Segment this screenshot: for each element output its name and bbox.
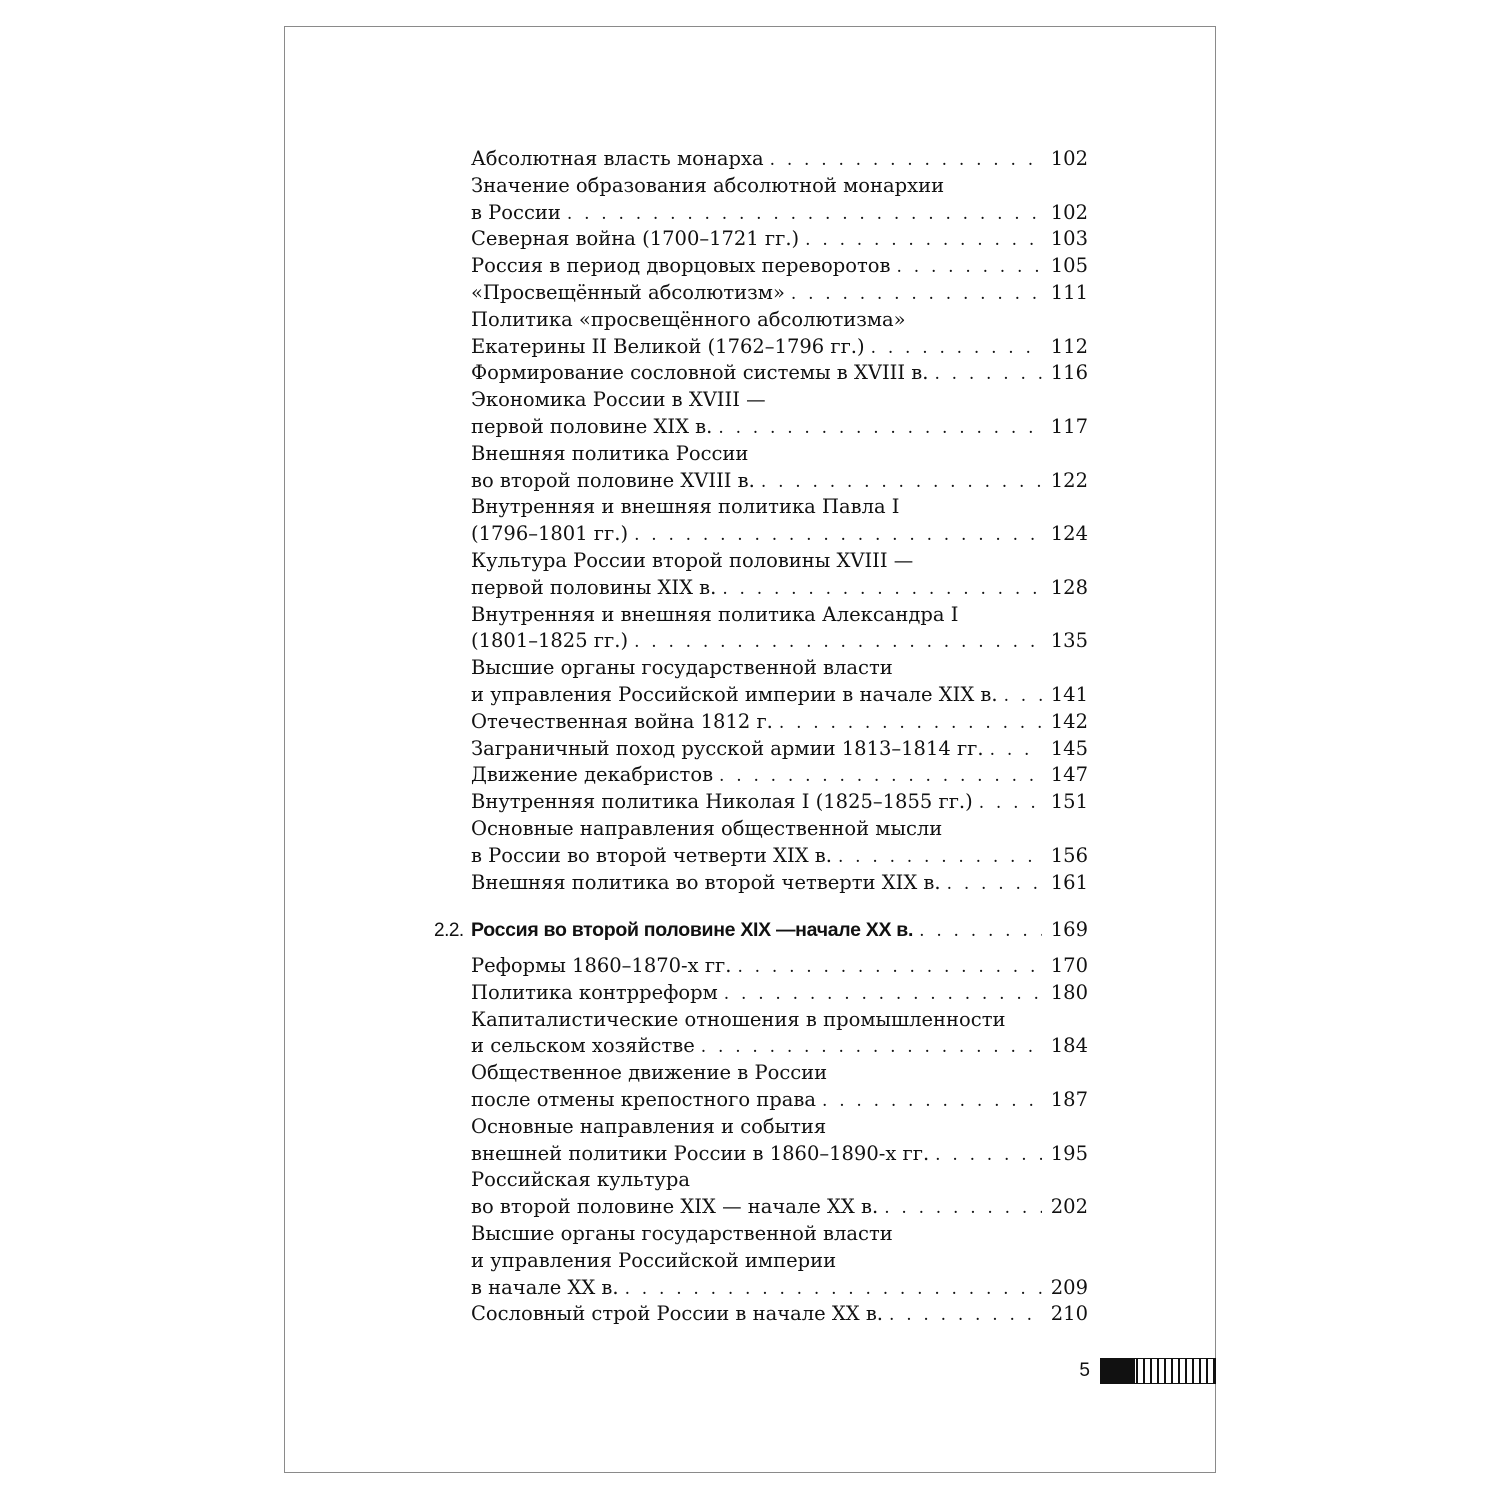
toc-entry-title: Заграничный поход русской армии 1813–1814 гг. [471,736,984,760]
toc-entry-page: 184 [1050,1034,1088,1058]
dot-leader [567,201,1042,227]
toc-entry-title: во второй половине XIX — начале XX в. [471,1195,879,1219]
toc-entry [471,816,1088,870]
toc-entry-page: 142 [1050,709,1088,733]
toc-entry-title: и управления Российской империи [471,1248,837,1272]
toc-entry-line [471,602,1088,629]
toc-entry-line [471,226,1088,253]
toc-entry-line [471,468,1088,495]
toc-entry-line [471,548,1088,575]
toc-entry-line [471,1087,1088,1114]
section-title: Россия во второй половине XIX —начале XX в. [471,919,914,941]
toc-entry-line [471,521,1088,548]
toc-entry [471,870,1088,897]
toc-entry [471,1301,1088,1328]
dot-leader [805,227,1042,253]
toc-entry-line [471,1167,1088,1194]
toc-entry-line [471,682,1088,709]
toc-entry-line [471,414,1088,441]
toc-entry-page: 102 [1050,200,1088,224]
toc-entry-line [471,1194,1088,1221]
toc-entry-title: Внутренняя и внешняя политика Александра I [471,602,959,626]
toc-entry [471,1167,1088,1221]
dot-leader [724,981,1042,1007]
toc-entry [471,953,1088,980]
toc-entry-title: Культура России второй половины XVIII — [471,548,914,572]
toc-entry-line [471,655,1088,682]
toc-entry-title: Основные направления и события [471,1114,827,1138]
toc-entry-page: 170 [1050,954,1088,977]
toc-entry [471,494,1088,548]
toc-entry-page: 187 [1050,1087,1088,1111]
dot-leader [935,1142,1042,1168]
toc-entry-line [471,736,1088,763]
dot-leader [990,737,1042,763]
toc-entry-page: 116 [1050,361,1088,385]
toc-entry-title: внешней политики России в 1860–1890-х гг. [471,1141,930,1165]
toc-entry-page: 141 [1050,682,1088,706]
toc-entry-title: во второй половине XVIII в. [471,468,755,492]
toc-entry [471,280,1088,307]
toc-entry-line [471,762,1088,789]
toc-entry [471,360,1088,387]
toc-entry-title: Движение декабристов [471,763,714,787]
toc-entry-title: Политика контрреформ [471,980,718,1004]
toc-entry-title: Реформы 1860–1870-х гг. [471,954,732,977]
toc-entry-title: в начале XX в. [471,1275,619,1299]
toc-entry-page: 112 [1050,334,1088,358]
toc-entry-page: 124 [1050,522,1088,546]
dot-leader [718,415,1042,441]
toc-entry-page: 156 [1050,843,1088,867]
dot-leader [634,522,1042,548]
toc-entry-line [471,173,1088,200]
toc-entry [471,441,1088,495]
page-edge-marker [1100,1358,1216,1384]
dot-leader [889,1302,1042,1328]
toc-entry-line [471,253,1088,280]
toc-entry-line [471,1301,1088,1328]
toc-entry-line [471,953,1088,980]
toc-entry-line [471,360,1088,387]
toc-entry-title: Внешняя политика России [471,441,749,465]
toc-entry-title: Высшие органы государственной власти [471,1221,893,1245]
toc-entry-line [471,575,1088,602]
toc-entry-title: Высшие органы государственной власти [471,656,893,680]
toc-entry-page: 161 [1050,870,1088,894]
toc-entry [471,980,1088,1007]
toc-entry-title: Россия в период дворцовых переворотов [471,254,891,278]
toc-entry-line [471,1114,1088,1141]
toc-entry-title: Политика «просвещённого абсолютизма» [471,307,906,331]
toc-entry-title: Экономика России в XVIII — [471,388,766,412]
toc-entry-line [471,280,1088,307]
toc-entry-title: Абсолютная власть монарха [471,147,764,170]
section-page-number: 169 [1050,918,1088,941]
toc-entry-title: Формирование сословной системы в XVIII в. [471,361,929,385]
toc-entry-page: 180 [1050,980,1088,1004]
toc-entry-page: 135 [1050,629,1088,653]
toc-entry-page: 102 [1050,147,1088,170]
toc-entry-page: 122 [1050,468,1088,492]
toc-entry-page: 195 [1050,1141,1088,1165]
toc-entry-title: Капиталистические отношения в промышленности [471,1007,1006,1031]
toc-entry-line [471,980,1088,1007]
toc-entry [471,655,1088,709]
toc-entry-title: после отмены крепостного права [471,1087,816,1111]
toc-entry-title: в России во второй четверти XIX в. [471,843,832,867]
toc-entry-line [471,1275,1088,1302]
toc-entry [471,602,1088,656]
toc-entry-page: 209 [1050,1275,1088,1299]
dot-leader [791,281,1042,307]
toc-entry-page: 111 [1050,280,1088,304]
toc-entry [471,387,1088,441]
toc-entry [471,1060,1088,1114]
dot-leader [979,790,1042,816]
toc-entry-line [471,843,1088,870]
toc-entry-title: Внешняя политика во второй четверти XIX в. [471,870,941,894]
toc-entry [471,253,1088,280]
toc-entry-title: Северная война (1700–1721 гг.) [471,227,800,251]
toc-entry-title: Внутренняя политика Николая I (1825–1855 гг.) [471,790,973,814]
toc-entry-title: Внутренняя и внешняя политика Павла I [471,495,900,519]
toc-entry [471,762,1088,789]
toc-entry-title: Основные направления общественной мысли [471,816,943,840]
toc-entry-line [471,1033,1088,1060]
dot-leader [947,871,1042,897]
toc-entry-line [471,494,1088,521]
toc-entry-title: и сельском хозяйстве [471,1034,695,1058]
toc-entry-title: Значение образования абсолютной монархии [471,173,945,197]
toc-entry-title: Российская культура [471,1168,690,1192]
page-number: 5 [1079,1360,1090,1381]
dot-leader [779,710,1042,736]
dot-leader [625,1276,1042,1302]
toc-entry-line [471,146,1088,173]
dot-leader [934,361,1042,387]
toc-entry [471,1007,1088,1061]
toc-entry-page: 147 [1050,763,1088,787]
toc-entry-title: «Просвещённый абсолютизм» [471,280,785,304]
toc-entry-title: Екатерины II Великой (1762–1796 гг.) [471,334,865,358]
toc-entry-line [471,441,1088,468]
dot-leader [822,1088,1042,1114]
toc-entry [471,1221,1088,1301]
toc-entry-line [471,1007,1088,1034]
toc-entry [471,1114,1088,1168]
dot-leader [634,629,1042,655]
toc-entry [471,789,1088,816]
toc-entry-line [471,628,1088,655]
toc-entry-title: (1801–1825 гг.) [471,629,629,653]
toc-entry-line [471,387,1088,414]
dot-leader [919,921,1042,941]
dot-leader [1004,683,1042,709]
toc-entry [471,226,1088,253]
toc-entry-title: и управления Российской империи в начале XIX в. [471,682,998,706]
toc-entry-title: Отечественная война 1812 г. [471,709,773,733]
toc-entry-page: 202 [1050,1195,1088,1219]
dot-leader [722,576,1042,602]
section-heading-2-2 [434,918,1088,946]
toc-entry-page: 128 [1050,575,1088,599]
toc-entry-page: 105 [1050,254,1088,278]
dot-leader [884,1195,1042,1221]
dot-leader [737,954,1042,980]
toc-entry-line [471,1060,1088,1087]
toc-entry-title: (1796–1801 гг.) [471,522,629,546]
toc-entry [471,736,1088,763]
toc-entry-line [471,789,1088,816]
toc-entry-title: в России [471,200,561,224]
toc-entry-page: 103 [1050,227,1088,251]
toc-entry-page: 210 [1050,1302,1088,1326]
toc-entry-page: 151 [1050,790,1088,814]
toc-entry-line [471,334,1088,361]
toc-entry-line [471,1248,1088,1275]
toc-entry-line [471,200,1088,227]
dot-leader [719,763,1042,789]
toc-entry [471,146,1088,173]
dot-leader [761,469,1042,495]
toc-entry [471,307,1088,361]
dot-leader [838,844,1042,870]
toc-entry-line [471,307,1088,334]
toc-entry-title: первой половине XIX в. [471,414,713,438]
toc-entry-title: первой половины XIX в. [471,575,717,599]
toc-entry-page: 145 [1050,736,1088,760]
toc-entry [471,709,1088,736]
table-of-contents-part-2 [471,953,1088,1328]
section-number: 2.2. [434,920,464,941]
toc-entry-line [471,870,1088,897]
dot-leader [897,254,1042,280]
table-of-contents-part-1 [471,146,1088,896]
toc-entry-title: Общественное движение в России [471,1061,828,1085]
toc-entry-page: 117 [1050,414,1088,438]
dot-leader [701,1034,1042,1060]
toc-entry-line [471,709,1088,736]
dot-leader [871,335,1042,361]
dot-leader [770,147,1042,173]
toc-entry-line [471,1141,1088,1168]
toc-entry [471,548,1088,602]
toc-entry-title: Сословный строй России в начале XX в. [471,1302,884,1326]
toc-entry-line [471,816,1088,843]
toc-entry [471,173,1088,227]
toc-entry-line [471,1221,1088,1248]
